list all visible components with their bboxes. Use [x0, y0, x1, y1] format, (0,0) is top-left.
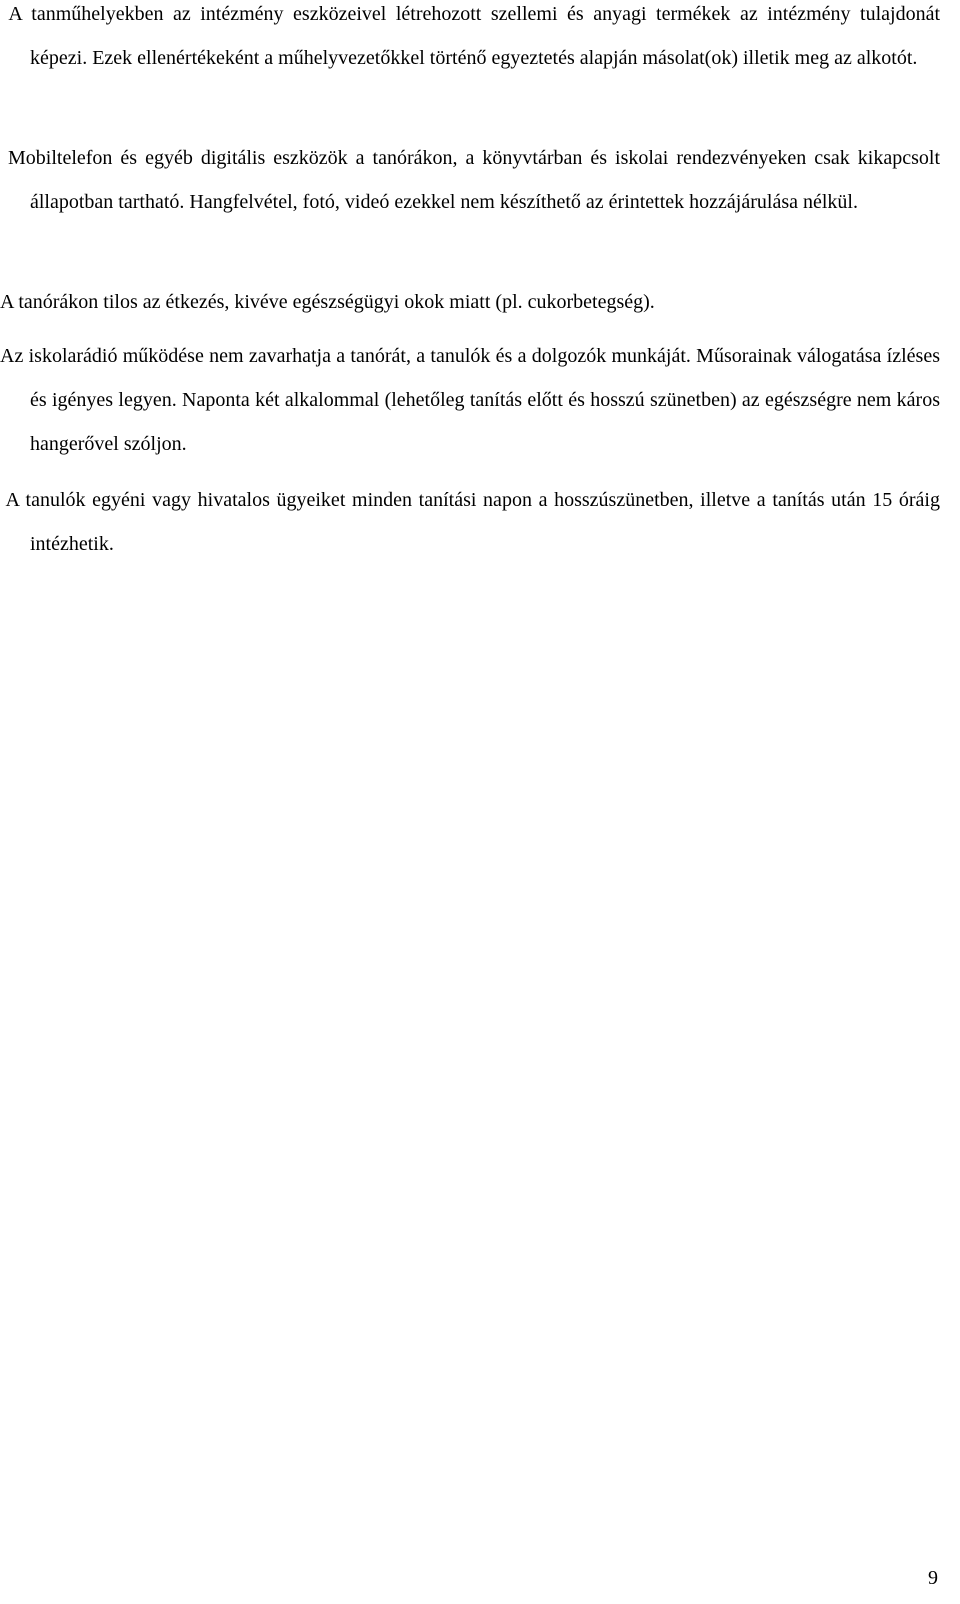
- rule-item-19: [0, 334, 940, 466]
- rule-item-16: [8, 0, 941, 80]
- rule-text: Mobiltelefon és egyéb digitális eszközök a tanórákon, a könyvtárban és iskolai rendezvényeken csak kikapcsolt állapotban tartható. Hangfelvétel, fotó, videó ezekkel nem készíthető az érintettek hozzájárulása nélkül.: [8, 147, 941, 213]
- rule-item-17: [8, 136, 941, 224]
- rule-text: A tanműhelyekben az intézmény eszközeivel létrehozott szellemi és anyagi termékek az intézmény tulajdonát képezi. Ezek ellenértékeként a műhelyvezetőkkel történő egyeztetés alapján másolat(ok) illetik meg az alkotót.: [8, 3, 941, 69]
- rule-item-18: [0, 280, 940, 324]
- rule-text: Az iskolarádió működése nem zavarhatja a tanórát, a tanulók és a dolgozók munkáját. Műsorainak válogatása ízléses és igényes legyen. Naponta két alkalommal (lehetőleg tanítás előtt és hosszú szünetben) az egészségre nem káros hangerővel szóljon.: [0, 345, 940, 455]
- rule-text: A tanórákon tilos az étkezés, kivéve egészségügyi okok miatt (pl. cukorbetegség).: [0, 291, 655, 313]
- rule-text: A tanulók egyéni vagy hivatalos ügyeiket minden tanítási napon a hosszúszünetben, illetve a tanítás után 15 óráig intézhetik.: [5, 489, 940, 555]
- page-number: 9: [928, 1567, 938, 1589]
- rule-item-20: [5, 478, 940, 566]
